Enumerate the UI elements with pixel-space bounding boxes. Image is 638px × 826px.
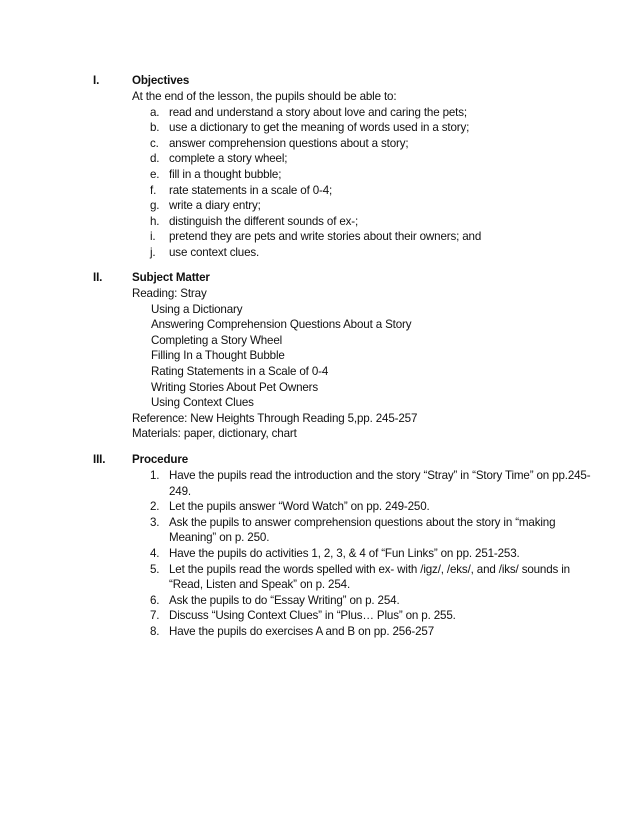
list-item [132,120,592,136]
topics-list [132,302,592,411]
list-item-text: read and understand a story about love and caring the pets; [169,105,467,119]
list-item [132,546,592,562]
list-item [132,562,592,593]
list-marker: 5. [150,562,160,576]
subject-matter-body [132,286,592,442]
list-item [132,136,592,152]
list-marker: j. [150,245,156,259]
section-number: III. [93,453,106,466]
procedure-body [132,468,592,640]
list-marker: 2. [150,500,160,514]
list-item [132,245,592,261]
list-marker: i. [150,230,156,244]
list-marker: d. [150,152,160,166]
list-item-text: write a diary entry; [169,199,261,213]
topic-item: Writing Stories About Pet Owners [151,380,319,394]
list-item [132,183,592,199]
list-item [132,105,592,121]
list-item-text: pretend they are pets and write stories about their owners; and [169,230,482,244]
list-marker: 8. [150,624,160,638]
list-item [132,151,592,167]
materials: Materials: paper, dictionary, chart [132,427,297,441]
list-item-text: Have the pupils do activities 1, 2, 3, & 4 of “Fun Links” on pp. 251-253. [169,546,520,560]
list-item [132,468,592,499]
topic-item: Using Context Clues [151,396,254,410]
section-title: Subject Matter [132,271,210,284]
list-item-text: use context clues. [169,245,260,259]
topic-item: Using a Dictionary [151,302,243,316]
list-marker: e. [150,167,160,181]
objectives-body [132,89,592,261]
list-item-text: distinguish the different sounds of ex-; [169,214,359,228]
reading-title: Reading: Stray [132,287,207,300]
list-marker: a. [150,105,160,119]
list-marker: 7. [150,609,160,623]
list-item [132,593,592,609]
topic-item: Completing a Story Wheel [151,333,283,347]
list-item-text: fill in a thought bubble; [169,167,282,181]
list-item-text: Let the pupils answer “Word Watch” on pp. 249-250. [169,500,430,514]
list-item-text: Ask the pupils to answer comprehension questions about the story in “making Meaning” on p. 250. [169,515,556,545]
list-item-text: use a dictionary to get the meaning of words used in a story; [169,121,470,135]
list-item [132,198,592,214]
section-number: II. [93,271,103,284]
list-marker: h. [150,214,160,228]
list-item [132,608,592,624]
list-item [132,515,592,546]
section-title: Objectives [132,74,190,87]
topic-item: Rating Statements in a Scale of 0-4 [151,364,329,378]
list-marker: 3. [150,515,160,529]
list-marker: f. [150,183,157,197]
topic-item: Filling In a Thought Bubble [151,349,285,363]
list-item-text: complete a story wheel; [169,152,288,166]
list-marker: b. [150,121,160,135]
list-item-text: Ask the pupils to do “Essay Writing” on p. 254. [169,593,400,607]
list-marker: g. [150,199,160,213]
objectives-list [132,105,592,261]
reference: Reference: New Heights Through Reading 5,pp. 245-257 [132,411,418,425]
section-title: Procedure [132,453,188,466]
list-item [132,499,592,515]
list-item-text: Have the pupils do exercises A and B on pp. 256-257 [169,624,434,638]
topic-item: Answering Comprehension Questions About a Story [151,318,412,332]
list-item [132,624,592,640]
list-item-text: Let the pupils read the words spelled with ex- with /igz/, /eks/, and /iks/ sounds in “Read, Listen and Speak” on p. 254. [169,562,570,592]
procedure-list [132,468,592,640]
list-item-text: rate statements in a scale of 0-4; [169,183,333,197]
list-marker: 1. [150,469,160,482]
list-item [132,167,592,183]
list-item-text: Have the pupils read the introduction and the story “Stray” in “Story Time” on pp.245-249. [169,469,591,498]
section-number: I. [93,74,100,87]
list-item [132,214,592,230]
list-item-text: answer comprehension questions about a story; [169,136,409,150]
list-marker: 6. [150,593,160,607]
list-item-text: Discuss “Using Context Clues” in “Plus… Plus” on p. 255. [169,609,456,623]
objectives-intro: At the end of the lesson, the pupils should be able to: [132,90,397,103]
list-marker: 4. [150,546,160,560]
list-marker: c. [150,136,159,150]
list-item [132,229,592,245]
